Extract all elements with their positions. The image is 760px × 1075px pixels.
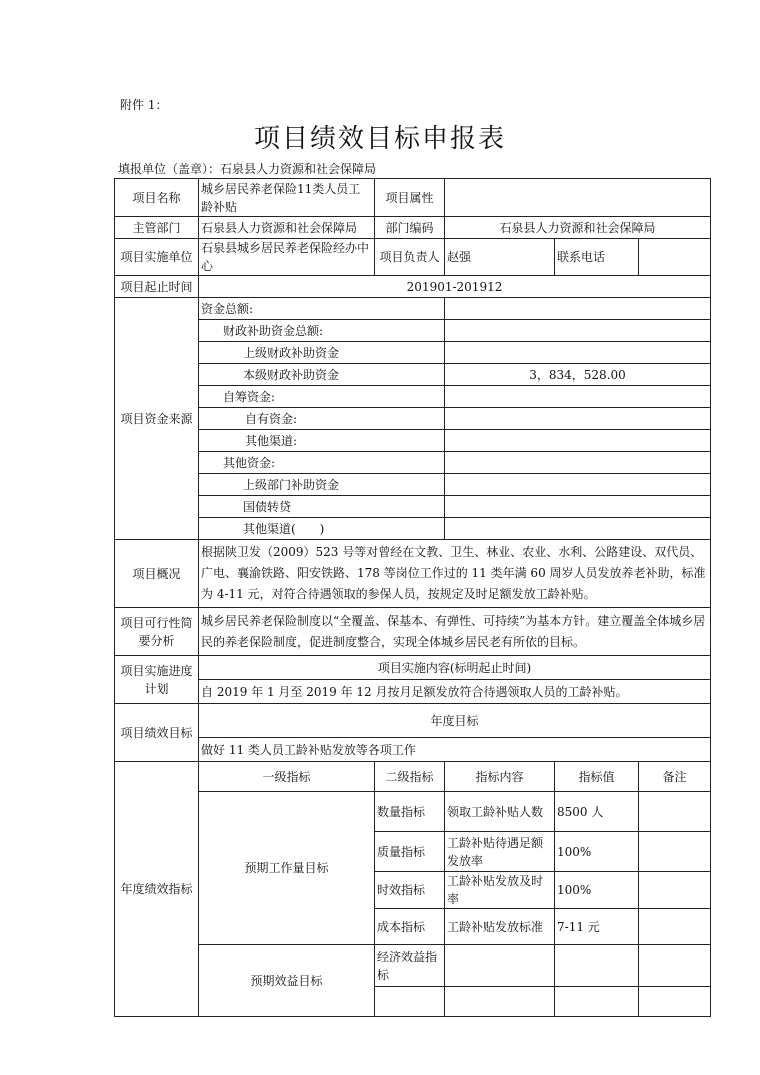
indicators-header: 指标内容 <box>445 762 555 792</box>
indicator-value: 7-11 元 <box>555 909 639 945</box>
funds-row-label: 上级财政补助资金 <box>199 342 445 364</box>
funds-row-value <box>445 518 711 540</box>
project-attr-value <box>445 179 711 217</box>
indicator-level2: 成本指标 <box>375 909 445 945</box>
attachment-label: 附件 1： <box>120 98 168 112</box>
leader-label: 项目负责人 <box>375 239 445 276</box>
indicator-content <box>445 945 555 987</box>
feasibility-text: 城乡居民养老保险制度以“全覆盖、保基本、有弹性、可持续”为基本方针。建立覆盖全体城乡居民的养老保险制度，促进制度整合，实现全体城乡居民老有所依的目标。 <box>199 608 711 656</box>
schedule-text: 自 2019 年 1 月至 2019 年 12 月按月足额发放符合待遇领取人员的工龄补贴。 <box>199 680 711 704</box>
funds-row-value <box>445 430 711 452</box>
feasibility-label: 项目可行性简要分析 <box>115 608 199 656</box>
indicator-content: 工龄补贴待遇足额发放率 <box>445 832 555 872</box>
project-name-label: 项目名称 <box>115 179 199 217</box>
goal-header: 年度目标 <box>199 704 711 738</box>
indicators-header: 一级指标 <box>199 762 375 792</box>
indicator-level2: 数量指标 <box>375 792 445 832</box>
indicator-content: 领取工龄补贴人数 <box>445 792 555 832</box>
funds-row-value <box>445 496 711 518</box>
dept-code-value: 石泉县人力资源和社会保障局 <box>445 217 711 239</box>
phone-value <box>639 239 711 276</box>
indicator-value <box>555 945 639 987</box>
indicator-value: 100% <box>555 832 639 872</box>
funds-row-value <box>445 452 711 474</box>
funds-row-label: 本级财政补助资金 <box>199 364 445 386</box>
indicator-content <box>445 987 555 1017</box>
indicator-note <box>639 792 711 832</box>
supervisor-value: 石泉县人力资源和社会保障局 <box>199 217 375 239</box>
funds-row-label: 其他渠道( ) <box>199 518 445 540</box>
period-value: 201901-201912 <box>199 276 711 298</box>
overview-label: 项目概况 <box>115 540 199 608</box>
leader-value: 赵强 <box>445 239 555 276</box>
phone-label: 联系电话 <box>555 239 639 276</box>
period-label: 项目起止时间 <box>115 276 199 298</box>
indicator-level2: 质量指标 <box>375 832 445 872</box>
funds-row-value <box>445 386 711 408</box>
funds-row-label: 资金总额: <box>199 298 445 320</box>
goal-label: 项目绩效目标 <box>115 704 199 762</box>
funds-row-label: 自筹资金: <box>199 386 445 408</box>
indicator-note <box>639 987 711 1017</box>
funds-row-value <box>445 320 711 342</box>
indicators-label: 年度绩效指标 <box>115 762 199 1017</box>
implementer-value: 石泉县城乡居民养老保险经办中心 <box>199 239 375 276</box>
indicator-level2: 时效指标 <box>375 872 445 909</box>
funds-label: 项目资金来源 <box>115 298 199 540</box>
indicator-group-workload: 预期工作量目标 <box>199 792 375 945</box>
funds-row-value: 3，834，528.00 <box>445 364 711 386</box>
indicator-note <box>639 945 711 987</box>
overview-text: 根据陕卫发（2009）523 号等对曾经在文教、卫生、林业、农业、水利、公路建设、双代员、广电、襄渝铁路、阳安铁路、178 等岗位工作过的 11 类年满 60 周岁人员发放养老补助，标准为 4-11 元，对符合待遇领取的参保人员，按规定及时足额发放工龄补贴。 <box>199 540 711 608</box>
funds-row-label: 其他资金: <box>199 452 445 474</box>
indicator-value <box>555 987 639 1017</box>
funds-row-label: 上级部门补助资金 <box>199 474 445 496</box>
funds-row-value <box>445 474 711 496</box>
indicator-note <box>639 872 711 909</box>
indicator-value: 8500 人 <box>555 792 639 832</box>
funds-row-label: 财政补助资金总额: <box>199 320 445 342</box>
indicator-group-benefit: 预期效益目标 <box>199 945 375 1017</box>
indicators-header: 指标值 <box>555 762 639 792</box>
form-table-wrapper <box>114 178 710 988</box>
indicator-level2: 经济效益指标 <box>375 945 445 987</box>
performance-target-table <box>114 178 711 1017</box>
page-title: 项目绩效目标申报表 <box>253 124 506 154</box>
indicator-note <box>639 909 711 945</box>
dept-code-label: 部门编码 <box>375 217 445 239</box>
schedule-header: 项目实施内容(标明起止时间) <box>199 656 711 680</box>
indicator-content: 工龄补贴发放标准 <box>445 909 555 945</box>
funds-row-label: 自有资金: <box>199 408 445 430</box>
project-attr-label: 项目属性 <box>375 179 445 217</box>
funds-row-value <box>445 408 711 430</box>
indicator-note <box>639 832 711 872</box>
project-name-value: 城乡居民养老保险11类人员工龄补贴 <box>199 179 375 217</box>
indicators-header: 备注 <box>639 762 711 792</box>
funds-row-label: 其他渠道: <box>199 430 445 452</box>
indicators-header: 二级指标 <box>375 762 445 792</box>
implementer-label: 项目实施单位 <box>115 239 199 276</box>
filler-unit: 填报单位（盖章）：石泉县人力资源和社会保障局 <box>118 162 377 176</box>
funds-row-value <box>445 298 711 320</box>
indicator-level2 <box>375 987 445 1017</box>
schedule-label: 项目实施进度计划 <box>115 656 199 704</box>
supervisor-label: 主管部门 <box>115 217 199 239</box>
indicator-content: 工龄补贴发放及时率 <box>445 872 555 909</box>
goal-text: 做好 11 类人员工龄补贴发放等各项工作 <box>199 738 711 762</box>
funds-row-value <box>445 342 711 364</box>
indicator-value: 100% <box>555 872 639 909</box>
funds-row-label: 国债转贷 <box>199 496 445 518</box>
